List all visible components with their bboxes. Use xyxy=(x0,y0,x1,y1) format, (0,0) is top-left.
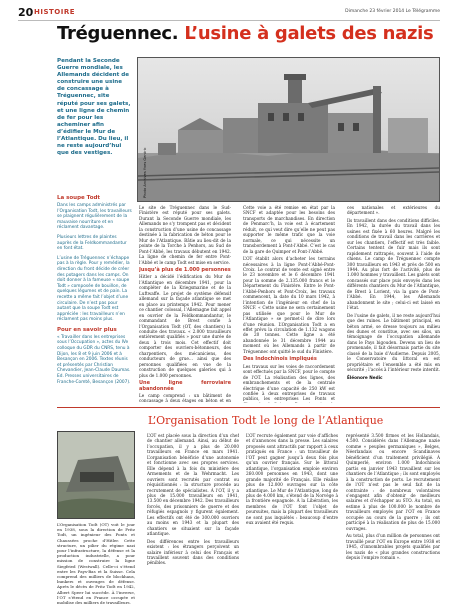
article-column-3 xyxy=(347,205,440,403)
paragraph: Le site de Tréguennec dans le Sud-Finistère est réputé pour ses galets. Durant la Seconde Guerre mondiale, les Allemands ne s’y trompent pas et décident la construction d’une usine de concassage destinée à la fabrication de béton pour le Mur de l’Atlantique. Bâtie au lieu-dit de la pointe de la Torche à Penhors, au Sud de Pont-l’Abbé, les travaux débutent en 1942. La ligne de chemin de fer entre Pont-l’Abbé et le camp Todt est mise en service. xyxy=(139,205,231,265)
photo-credit: Photo Archives Yves Gentric xyxy=(143,147,147,198)
article-title xyxy=(57,23,447,47)
subheading: Une ligne ferroviaire abandonnée xyxy=(139,380,231,392)
factory-photo xyxy=(137,57,440,202)
article-column-1 xyxy=(139,205,231,403)
paragraph: Des différences entre les travailleurs existent : les étrangers perçoivent un salaire inférieur à celui des Français et travaillent souvent dans des conditions pénibles. xyxy=(147,538,239,566)
sidebar xyxy=(57,195,132,400)
paragraph: représenté 3.500 firmes et les Hollandais, 4.500. Considérés dans l’Allemagne nazie comme « peuples germaniques », Belges, Néerlandais ou encore Scandinaves bénéficient d’un traitement privilégié. À Quimperlé, environ 1.000 Indochinois partis en janvier 1943 travaillent sur les chantiers de l’Atlantique ; ils sont employés à la construction de ports. Le recrutement de l’OT n’est pas le seul fait de la contrainte : de nombreux volontaires s’engagent afin d’obtenir de meilleurs salaires et d’échapper au STO. Au total, on estime à plus de 100.000 le nombre de travailleurs employés par l’OT en France occupée au cours de la guerre ; ils ont participé à la réalisation de plus de 15.000 ouvrages. xyxy=(346,433,440,531)
paragraph: L’OT est placée sous la direction d’un chef de chantier allemand. Ainsi, au début de l’occupation, il y a plus de 20.000 travailleurs en France en mars 1941. L’organisation bénéficie d’une autonomie et fonctionne avec ses propres services. Elle dépend à la fois du ministère des Armements et de la Wehrmacht. Les ouvriers sont recrutés par contrat ou réquisitionnés : la structure procède au recrutement de spécialistes. À l’OT, il y a plus de 15.000 travailleurs en 1941, 13.500 en décembre 1942. Des travailleurs forcés, des prisonniers de guerre et des réfugiés espagnols y figurent également. Les effectifs ont été de 300.000 ouvriers au moins en 1943 et la plupart des chantiers se situaient sur la façade atlantique. xyxy=(147,433,239,537)
paragraph: ces nationales et extérieures du département ». xyxy=(347,205,440,216)
author-signature: Éléonore Nedic xyxy=(347,374,383,380)
bunker-illustration xyxy=(58,432,135,519)
paragraph: Au total, plus d’un million de personnes ont travaillé pour l’OT en Europe entre 1938 et 1945, d’innombrables projets qualifiés par les nazis de « plus grandes constructions depuis l’empire romain ». xyxy=(346,533,440,560)
factory-illustration xyxy=(138,58,440,202)
second-article-title: L’Organisation Todt le long de l’Atlantique xyxy=(148,414,384,427)
issue-date: Dimanche 23 février 2014 Le Télégramme xyxy=(345,9,440,14)
second-article-intro: L’Organisation Todt (OT) voit le jour en 1938, sous la direction de Fritz Todt, un ingénieur des Ponts et Chaussées proche d’Hitler. Cette structure, un pilier du régime nazi pour l’infrastructure, la défense et la production industrielle, a pour mission de construire la ligne Siegfried (Westwall). Celle-ci s’étend entre les Pays-Bas et la Suisse. Cela comprend des milliers de blockhaus, bunkers et ouvrages de défense. Après le décès de Fritz Todt en 1942, Albert Speer lui succède. À l’inverse, l’OT s’étend en France occupée et mobilise des milliers de travailleurs. xyxy=(57,522,135,606)
title-place: Tréguennec. xyxy=(57,23,179,44)
second-article-column-3 xyxy=(346,433,440,611)
paragraph: L’OT établit alors d’acheter les terrains nécessaires à la ligne Pont-l’Abbé-Pont-Croix. Le contrat de vente est signé entre le 23 novembre et le 6 décembre 1941 pour la somme de 2.135.000 francs et le Département du Finistère. Entre le Pont-l’Abbé-Penhors et Pont-Croix, les travaux commencent, la date du 10 mars 1942, à l’intention de l’ingénieur en chef de la SNCF. « Cette usine ne sera certainement pas utilisée que pour le Mur de l’Atlantique » se permet-il de dire lors d’une réunion. L’Organisation Todt a en effet prévu la circulation de 1.132 wagons de 20 tonnes. Cette ligne a été abandonnée le 31 décembre 1944 au moment où les Allemands à partir de Tréguennec ont quitté le sud du Finistère. xyxy=(243,256,335,354)
paragraph: Hitler a décidé l’édification du Mur de l’Atlantique en décembre 1941, pour la compléter de la Kriegsmarine et de la Luftwaffe. Le projet de système défensif allemand sur la façade atlantique se met en place au printemps 1942. Pour mener ce chantier colossal, l’Allemagne fait appel en ouvrier de la Feldkommandantur, le commandant de Brest confie à l’Organisation Todt (OT, des chantiers) la conduite des travaux. « 2.000 travailleurs entièrement qualifiés » pour une durée de deux à trois mois. Cet effectif doit comporter des ouvriers-bétonneurs, des charpentiers, des mécaniciens, des conducteurs de grue... ainsi que des personnes qualifiées en vue de la construction de quelques galeries qui à plus de 1.000 personnes. xyxy=(139,274,231,378)
sidebar-section-soupe xyxy=(57,195,132,323)
sidebar-paragraph: Plusieurs lettres de plaintes auprès de la Feldkommandantur en font état. xyxy=(57,234,127,252)
second-article-column-1 xyxy=(147,433,239,611)
subheading: Jusqu’à plus de 1.000 personnes xyxy=(139,266,231,273)
subheading: Des Indochinois impliqués xyxy=(243,356,317,363)
sidebar-heading: Pour en savoir plus xyxy=(57,326,117,333)
section-divider xyxy=(57,407,440,408)
paragraph: L’OT recrute également par voie d’affiches et d’annonces dans la presse. Les salaires proposés sont attractifs par rapport à ceux pratiqués en France : un travailleur de l’OT peut gagner jusqu’à deux fois plus qu’un ouvrier français. Sur le littoral atlantique, l’organisation emploie environ 260.000 personnes en 1943, dont une grande majorité de Français. Elle réalise plus de 12.000 ouvrages sur la côte atlantique. Le Mur de l’Atlantique, long de plus de 4.000 km, s’étend de la Norvège à la frontière espagnole. À la Libération, les membres de l’OT font l’objet de poursuites, mais la plupart des travailleurs ne sont pas inquiétés : beaucoup d’entre eux avaient été requis. xyxy=(246,433,338,526)
section-label: HISTOIRE xyxy=(34,8,76,16)
sidebar-paragraph: L’usine de Tréguennec n’échappe pas à la règle. Pour y remédier, la direction du front décide de créer des potagers dans les camps. On doit donner à la fameuse « soupe Todt » composée de bouillon, de quelques légumes et de pain. La recette a même fait l’objet d’une circulaire. De n’est pas pour autant que la soupe Todt est appréciée : les travailleurs n’en réclament pas moins plus. xyxy=(57,255,130,323)
page-number: 20 xyxy=(18,6,34,19)
paragraph: De l’usine de galets, il ne reste aujourd’hui que des ruines. Le bâtiment principal, en béton armé, se dresse toujours au milieu des dunes et constitue, avec ses silos, un témoignage de l’occupation allemande dans le Pays bigouden. Devenu un lieu de promenade, il fait désormais partie du site classé de la baie d’Audierne. Depuis 2005, le Conservatoire du littoral en est propriétaire et l’ensemble a été mis en sécurité ; l’accès à l’intérieur reste interdit. xyxy=(347,312,440,373)
sidebar-heading: La soupe Todt xyxy=(57,195,101,201)
paragraph: Les travaux sur les voies de raccordement sont effectués par la SNCF, pour le compte de l’OT. La réalisation des lignes, des embranchements et de la centrale électrique d’une capacité de 250 kW est confiée à deux entreprises de travaux publics, les entreprises Les Ponts et xyxy=(243,363,335,402)
paragraph: Le camp comprend : un bâtiment de concassage à deux étages en béton et en xyxy=(139,392,231,403)
todt-photo xyxy=(57,431,135,519)
article-column-2 xyxy=(243,205,335,403)
paragraph: Cette voie a été remise en état par la SNCF et adaptée pour les besoins des transports de marchandises. En direction de Penmarc’h, la voie est à écartement réduit, ce qui veut dire qu’elle ne peut pas supporter le même trafic que la voie normale, ce qui nécessite un transbordement à Pont-l’Abbé. C’est le cas de la gare de Quimper et Pont-l’Abbé. xyxy=(243,205,335,254)
sidebar-paragraph: Dans les camps administrés par l’Organisation Todt, les travailleurs se plaignent régulièrement de la mauvaise nourriture et en réclament davantage. xyxy=(57,203,132,231)
paragraph: Ils travaillent dans des conditions difficiles. En 1942, la durée du travail dans les usines est fixée à 60 heures. Malgré les conditions de travail dans les carrières et sur les chantiers, l’effectif est très faible. Certains tentent de fuir mais ils sont rapidement rattrapés, souvent à l’aide de chiens. Le camp de Tréguennec compte 300 travailleurs en 1943 et près de 500 en 1944. Au plus fort de l’activité, plus de 1.000 hommes y travaillent. Les galets sont concassés sur place puis envoyés dans les différents chantiers du Mur de l’Atlantique, de Brest à Lorient, via la gare de Pont-l’Abbé. En 1944, les Allemands abandonnent le site ; celui-ci est laissé en l’état. xyxy=(347,217,440,311)
second-article-column-2 xyxy=(246,433,338,611)
article-lede: Pendant la Seconde Guerre mondiale, les Allemands décident de construire une usine de concassage à Tréguennec, site réputé pour ses galets, et une ligne de chemin de fer pour les acheminer afin d’édifier le Mur de l’Atlantique. Du lieu, il ne reste aujourd’hui que des vestiges. xyxy=(57,58,131,157)
sidebar-section-savoir xyxy=(57,327,132,385)
sidebar-paragraph: « Travailler dans les entreprises sous l’Occupation », actes du IVe colloque du GDR du CNRS, tenu à Dijon, les 8 et 9 juin 2006 et à Besançon en 2006. Textes réunis et présentés par Christian Chevandier, Jean-Claude Daumas. Ed. Presses universitaires de Franche-Comté, Besançon (2007). xyxy=(57,334,131,385)
page-header xyxy=(18,6,440,21)
title-main: L’usine à galets des nazis xyxy=(184,23,434,44)
